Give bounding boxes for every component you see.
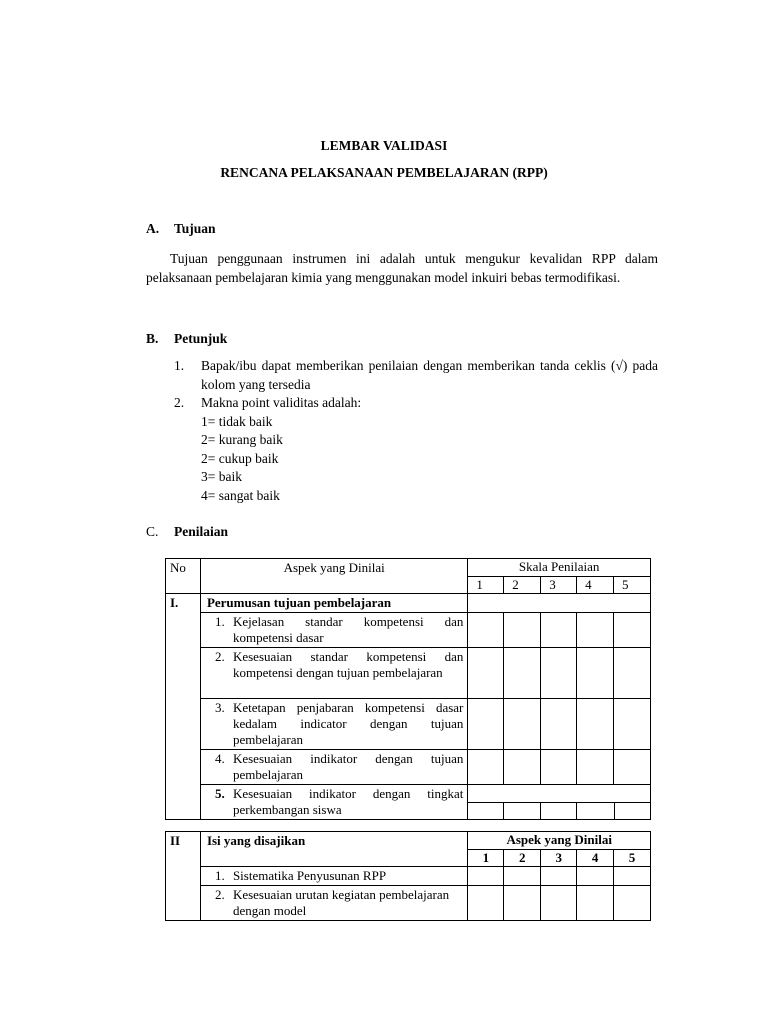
aspect-number: 5. (214, 786, 225, 801)
aspect-text: Kejelasan standar kompetensi dan kompetensi dasar (232, 614, 464, 645)
instructions-list (174, 357, 658, 505)
rating-cell[interactable] (504, 613, 541, 648)
aspect-number: 2. (214, 649, 225, 664)
scale-legend (174, 413, 658, 506)
rating-cell[interactable] (577, 803, 614, 820)
rating-cell[interactable] (541, 613, 577, 648)
aspect-text: Kesesuaian urutan kegiatan pembelajaran dengan model (232, 887, 450, 918)
aspect-number: 1. (214, 614, 225, 629)
aspect-number: 3. (214, 700, 225, 715)
rating-cell[interactable] (468, 867, 504, 886)
aspect-text: Kesesuaian indikator dengan tujuan pembelajaran (232, 751, 464, 782)
rating-cell[interactable] (504, 648, 541, 699)
rating-cell[interactable] (504, 699, 541, 750)
aspect-cell (200, 750, 467, 785)
column-header-no: No (166, 559, 201, 594)
document-subtitle: RENCANA PELAKSANAAN PEMBELAJARAN (RPP) (220, 165, 548, 180)
section-a-heading: Tujuan (174, 221, 216, 236)
section-a-paragraph-text: Tujuan penggunaan instrumen ini adalah untuk mengukur kevalidan RPP dalam pelaksanaan pembelajaran kimia yang menggunakan model inkuiri bebas termodifikasi. (146, 251, 658, 285)
aspect-cell (200, 699, 467, 750)
rating-cell[interactable] (504, 886, 541, 921)
rating-cell[interactable] (504, 803, 541, 820)
aspect-number: 4. (214, 751, 225, 766)
rating-cell[interactable] (541, 699, 577, 750)
table-row (166, 613, 651, 648)
rating-cell[interactable] (541, 750, 577, 785)
column-header-scale: Aspek yang Dinilai (468, 832, 651, 850)
group-title: Isi yang disajikan (200, 832, 467, 867)
scale-number: 2 (504, 577, 541, 594)
scale-number: 3 (541, 577, 577, 594)
scale-number: 2 (504, 850, 541, 867)
rating-cell[interactable] (614, 648, 651, 699)
section-b-letter: B. (146, 331, 159, 346)
aspect-cell (200, 613, 467, 648)
instruction-number: 2. (174, 395, 185, 410)
table-row (166, 867, 651, 886)
rating-cell[interactable] (577, 648, 614, 699)
rating-cell[interactable] (541, 803, 577, 820)
rating-cell[interactable] (614, 699, 651, 750)
instruction-item (174, 357, 658, 394)
rating-cell[interactable] (615, 803, 651, 820)
instruction-number: 1. (174, 358, 185, 373)
rating-cell[interactable] (504, 867, 541, 886)
rating-cell[interactable] (504, 750, 541, 785)
rating-cell[interactable] (577, 867, 614, 886)
column-header-scale: Skala Penilaian (468, 559, 651, 577)
rating-cell-group (468, 785, 651, 820)
rating-cell[interactable] (467, 803, 503, 820)
aspect-text: Ketetapan penjabaran kompetensi dasar kedalam indicator dengan tujuan pembelajaran (232, 700, 464, 747)
aspect-cell (200, 886, 467, 921)
scale-legend-item: 2= cukup baik (201, 450, 279, 466)
aspect-cell (200, 648, 467, 699)
scale-legend-item: 3= baik (201, 469, 242, 484)
group-title: Perumusan tujuan pembelajaran (200, 594, 467, 613)
section-a-paragraph (146, 249, 658, 287)
assessment-table-2 (165, 831, 651, 921)
rating-cell[interactable] (468, 648, 504, 699)
instruction-text: Makna point validitas adalah: (201, 395, 362, 410)
table-row (166, 750, 651, 785)
scale-number: 4 (577, 850, 614, 867)
rating-cell[interactable] (541, 867, 577, 886)
section-c-letter: C. (146, 524, 159, 539)
rating-cell[interactable] (468, 699, 504, 750)
rating-cell[interactable] (541, 886, 577, 921)
document-title: LEMBAR VALIDASI (320, 138, 448, 153)
rating-cell[interactable] (577, 750, 614, 785)
instruction-item (174, 394, 658, 413)
section-a-letter: A. (146, 221, 160, 236)
aspect-number: 2. (214, 887, 225, 902)
rating-cell[interactable] (614, 613, 651, 648)
rating-cell[interactable] (468, 886, 504, 921)
table-row (166, 699, 651, 750)
section-c-heading: Penilaian (174, 524, 229, 539)
rating-cell[interactable] (468, 750, 504, 785)
aspect-number: 1. (214, 868, 225, 883)
rating-cell[interactable] (577, 613, 614, 648)
rating-cell[interactable] (541, 648, 577, 699)
group-row (166, 594, 651, 613)
aspect-text: Kesesuaian standar kompetensi dan kompetensi dengan tujuan pembelajaran (232, 649, 464, 680)
aspect-text: Sistematika Penyusunan RPP (232, 868, 387, 883)
scale-number: 1 (468, 850, 504, 867)
group-number: I. (166, 594, 201, 820)
rating-cell[interactable] (468, 613, 504, 648)
rating-cell[interactable] (577, 886, 614, 921)
table-row (166, 648, 651, 699)
empty-cell (468, 594, 651, 613)
rating-cell[interactable] (577, 699, 614, 750)
table-row (166, 886, 651, 921)
scale-number: 1 (468, 577, 504, 594)
rating-strip (467, 802, 651, 820)
instruction-text: Bapak/ibu dapat memberikan penilaian dengan memberikan tanda ceklis (√) pada kolom yang tersedia (201, 358, 658, 392)
scale-legend-item: 2= kurang baik (201, 432, 283, 447)
aspect-cell (200, 867, 467, 886)
scale-number: 5 (614, 850, 651, 867)
scale-number: 5 (614, 577, 651, 594)
rating-cell[interactable] (614, 886, 651, 921)
column-header-aspect: Aspek yang Dinilai (200, 559, 467, 594)
scale-number: 3 (541, 850, 577, 867)
table-header-row (166, 559, 651, 577)
section-b-heading: Petunjuk (174, 331, 228, 346)
table-row (166, 785, 651, 820)
group-row (166, 832, 651, 850)
assessment-table-1 (165, 558, 651, 820)
aspect-text: Kesesuaian indikator dengan tingkat perkembangan siswa (232, 786, 464, 817)
scale-number: 4 (577, 577, 614, 594)
group-number: II (166, 832, 201, 921)
rating-cell[interactable] (614, 867, 651, 886)
rating-cell[interactable] (614, 750, 651, 785)
scale-legend-item: 1= tidak baik (201, 413, 273, 429)
aspect-cell (200, 785, 467, 820)
scale-legend-item: 4= sangat baik (201, 487, 280, 503)
